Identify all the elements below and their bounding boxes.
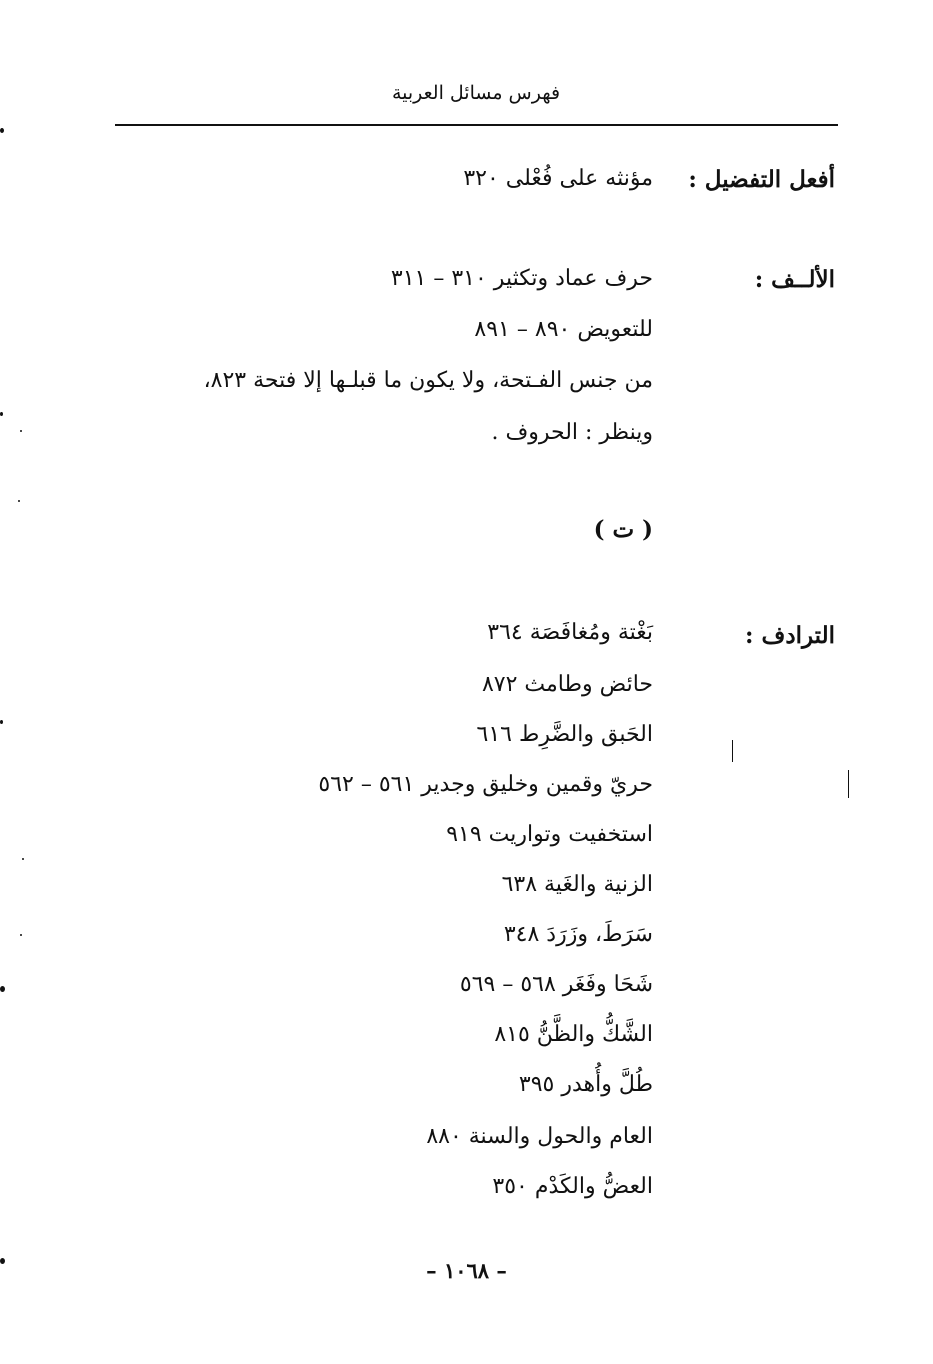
entry-line: العضُّ والكَدْم ٣٥٠ bbox=[492, 1174, 653, 1199]
entry-line: الزنية والغَية ٦٣٨ bbox=[501, 872, 653, 897]
scan-speck bbox=[18, 500, 20, 502]
entry-line: العام والحول والسنة ٨٨٠ bbox=[426, 1124, 653, 1149]
entry-label-afal-tafdil: أفعل التفضيل : bbox=[688, 166, 835, 193]
entry-label-alif: الألــف : bbox=[754, 266, 835, 293]
scan-speck bbox=[20, 934, 22, 936]
scan-speck bbox=[20, 430, 22, 432]
scan-mark bbox=[848, 770, 849, 798]
running-header: فهرس مسائل العربية bbox=[391, 82, 561, 104]
entry-line: للتعويض ٨٩٠ – ٨٩١ bbox=[474, 317, 653, 342]
entry-line: الشَّكُّ والظَّنُّ ٨١٥ bbox=[494, 1022, 653, 1047]
entry-line: مؤنثه على فُعْلى ٣٢٠ bbox=[463, 166, 653, 191]
scan-speck bbox=[0, 720, 3, 724]
entry-line: حرف عماد وتكثير ٣١٠ – ٣١١ bbox=[390, 266, 653, 291]
scan-speck bbox=[0, 986, 5, 992]
scan-mark bbox=[732, 740, 733, 762]
scan-speck bbox=[0, 1258, 5, 1264]
entry-line: حريّ وقمين وخليق وجدير ٥٦١ – ٥٦٢ bbox=[318, 772, 653, 797]
scan-speck bbox=[0, 412, 3, 416]
scan-speck bbox=[0, 128, 4, 133]
header-rule bbox=[115, 124, 838, 126]
scan-speck bbox=[22, 858, 24, 860]
entry-label-taraduf: الترادف : bbox=[744, 622, 835, 649]
entry-line: من جنس الفـتحة، ولا يكون ما قبلـها إلا فتحة ٨٢٣، bbox=[203, 368, 653, 393]
entry-line: شَحَا وفَغَر ٥٦٨ – ٥٦٩ bbox=[459, 972, 653, 997]
entry-line: طُلَّ وأُهدر ٣٩٥ bbox=[518, 1072, 653, 1097]
entry-line: وينظر : الحروف . bbox=[491, 420, 653, 445]
page-number: – ١٠٦٨ – bbox=[426, 1258, 507, 1283]
entry-line: بَغْتة ومُغافَصَة ٣٦٤ bbox=[487, 620, 653, 645]
entry-line: استخفيت وتواريت ٩١٩ bbox=[446, 822, 653, 847]
section-letter-heading: ( ت ) bbox=[593, 516, 653, 543]
entry-line: سَرَطَ، وزَرَدَ ٣٤٨ bbox=[503, 922, 653, 947]
entry-line: الحَبق والضَّرِط ٦١٦ bbox=[476, 722, 653, 747]
entry-line: حائض وطامث ٨٧٢ bbox=[481, 672, 653, 697]
